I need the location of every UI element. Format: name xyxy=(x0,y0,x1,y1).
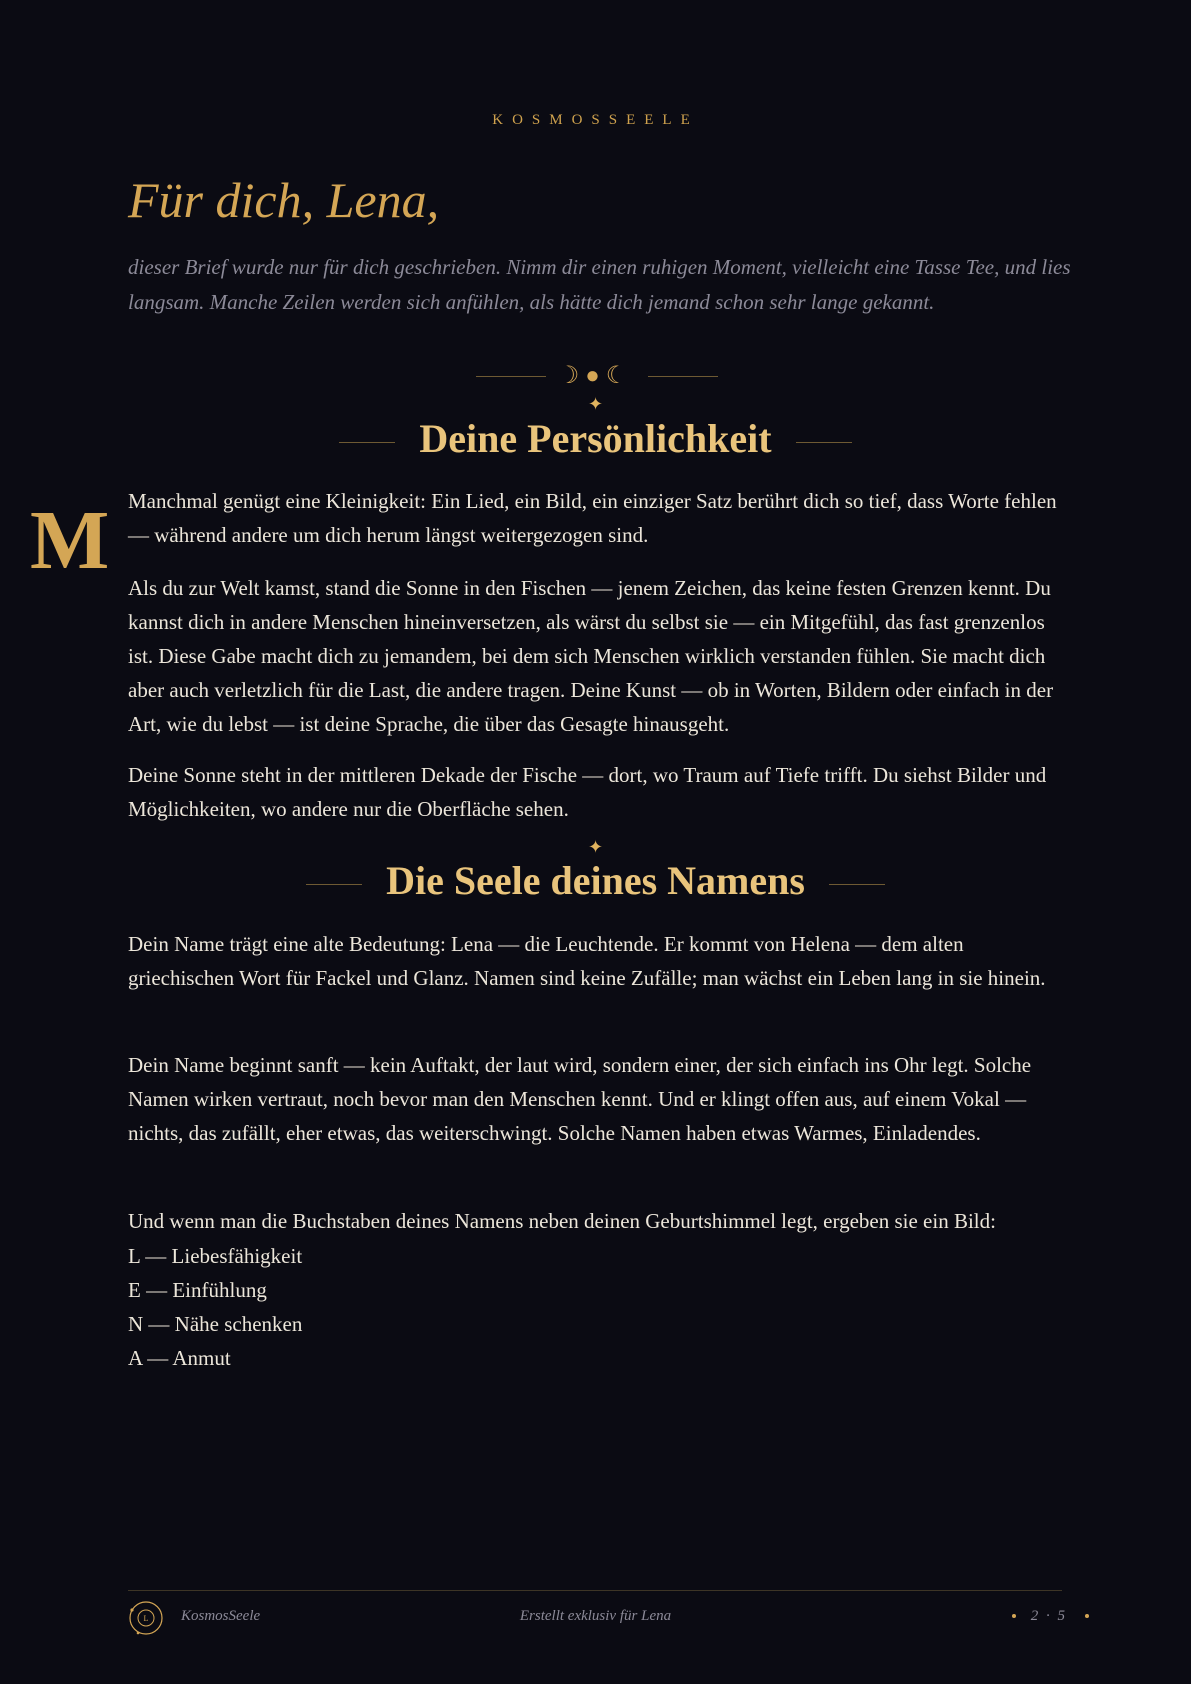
title-rule-left xyxy=(306,884,362,885)
footer-brand: KosmosSeele xyxy=(181,1608,261,1624)
section-title-personality xyxy=(0,414,1191,464)
drop-cap: M xyxy=(30,494,110,587)
title-rule-right xyxy=(796,442,852,443)
paragraph: Als du zur Welt kamst, stand die Sonne in den Fischen — jenem Zeichen, das keine festen Grenzen kennt. Du kannst dich in andere Menschen hineinversetzen, als wärst du selbst sie — ein Mitgefühl, das fast grenzenlos ist. Diese Gabe macht dich zu jemandem, bei dem sich Menschen wirklich verstanden fühlen. Sie macht dich aber auch verletzlich für die Last, die andere tragen. Deine Kunst — ob in Worten, Bildern oder einfach in der Art, wie du lebst — ist deine Sprache, die über das Gesagte hinausgeht. xyxy=(128,576,1054,736)
name-letter-list xyxy=(128,1239,302,1375)
section-title-name-soul xyxy=(0,856,1191,906)
paragraph: Deine Sonne steht in der mittleren Dekade der Fische — dort, wo Traum auf Tiefe trifft. Du siehst Bilder und Möglichkeiten, wo andere nur die Oberfläche sehen. xyxy=(128,763,1047,821)
greeting-heading: Für dich, Lena, xyxy=(128,172,440,228)
footer-dedication: Erstellt exklusiv für Lena xyxy=(519,1608,672,1624)
footer-dot-left xyxy=(1012,1614,1016,1618)
footer-divider xyxy=(128,1590,1062,1591)
emblem-letter: L xyxy=(143,1614,149,1623)
moon-phases-icon: ☽●☾ xyxy=(557,363,634,389)
list-item: L — Liebesfähigkeit xyxy=(128,1244,303,1268)
brand-header: KOSMOSSEELE xyxy=(492,112,699,128)
title-rule-right xyxy=(829,884,885,885)
title-rule-left xyxy=(339,442,395,443)
intro-text: dieser Brief wurde nur für dich geschrieben. Nimm dir einen ruhigen Moment, vielleicht eine Tasse Tee, und lies langsam. Manche Zeilen werden sich anfühlen, als hätte dich jemand schon sehr lange gekannt. xyxy=(128,255,1071,314)
paragraph: Dein Name trägt eine alte Bedeutung: Lena — die Leuchtende. Er kommt von Helena — dem alten griechischen Wort für Fackel und Glanz. Namen sind keine Zufälle; man wächst ein Leben lang in sie hinein. xyxy=(128,932,1046,990)
ornament-line-right xyxy=(648,376,718,377)
page-number: 2 · 5 xyxy=(1030,1608,1067,1624)
footer-dot-right xyxy=(1085,1614,1089,1618)
star-icon: ✦ xyxy=(587,394,604,414)
star-icon: ✦ xyxy=(587,837,604,857)
list-item: A — Anmut xyxy=(128,1346,231,1370)
list-item: E — Einfühlung xyxy=(128,1278,267,1302)
paragraph: Dein Name beginnt sanft — kein Auftakt, der laut wird, sondern einer, der sich einfach ins Ohr legt. Solche Namen wirken vertraut, noch bevor man den Menschen kennt. Und er klingt offen aus, auf einem Vokal — nichts, das zufällt, eher etwas, das weiterschwingt. Solche Namen haben etwas Warmes, Einladendes. xyxy=(128,1053,1032,1145)
moon-ornament xyxy=(0,362,1191,392)
paragraph: Und wenn man die Buchstaben deines Namens neben deinen Geburtshimmel legt, ergeben sie ein Bild: xyxy=(128,1209,996,1233)
section-title-personality-text: Deine Persönlichkeit xyxy=(419,416,772,461)
paragraph: Manchmal genügt eine Kleinigkeit: Ein Lied, ein Bild, ein einziger Satz berührt dich so tief, dass Worte fehlen — während andere um dich herum längst weitergezogen sind. xyxy=(128,489,1057,547)
list-item: N — Nähe schenken xyxy=(128,1312,303,1336)
section-title-name-soul-text: Die Seele deines Namens xyxy=(386,858,805,903)
